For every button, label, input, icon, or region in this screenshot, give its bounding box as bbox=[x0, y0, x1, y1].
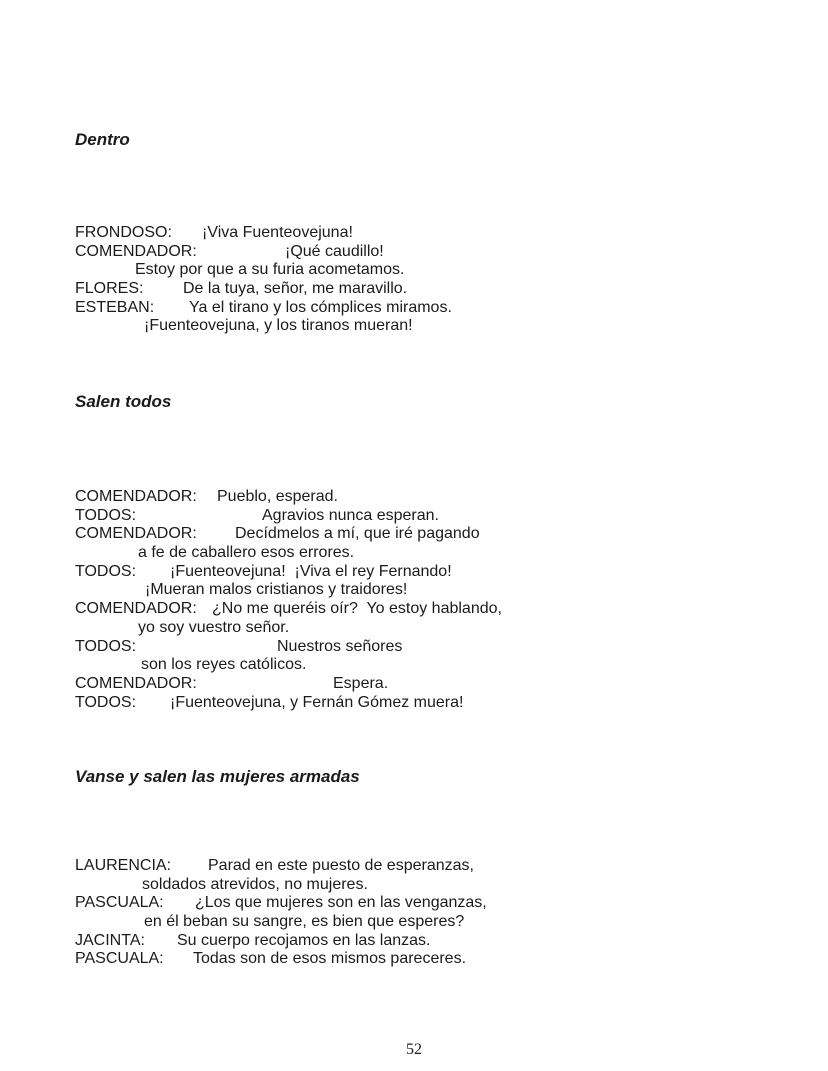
speaker-name: TODOS: bbox=[75, 562, 137, 580]
dialogue-text: en él beban su sangre, es bien que esperes? bbox=[144, 913, 465, 931]
dialogue-line bbox=[0, 950, 828, 969]
dialogue-text: ¿No me queréis oír? Yo estoy hablando, bbox=[212, 600, 502, 618]
page-number: 52 bbox=[406, 1041, 422, 1058]
dialogue-text: Todas son de esos mismos pareceres. bbox=[193, 950, 467, 968]
dialogue-line bbox=[0, 525, 828, 544]
dialogue-block-2 bbox=[0, 488, 828, 712]
dialogue-line bbox=[0, 243, 828, 262]
dialogue-line bbox=[0, 224, 828, 243]
dialogue-text: Espera. bbox=[333, 674, 389, 692]
dialogue-line bbox=[0, 675, 828, 694]
stage-direction-dentro: Dentro bbox=[75, 130, 130, 149]
dialogue-text: Ya el tirano y los cómplices miramos. bbox=[189, 298, 452, 316]
dialogue-text: Su cuerpo recojamos en las lanzas. bbox=[177, 931, 431, 949]
dialogue-line bbox=[0, 694, 828, 713]
dialogue-line bbox=[0, 894, 828, 913]
speaker-name: COMENDADOR: bbox=[75, 242, 197, 260]
dialogue-text: Nuestros señores bbox=[277, 637, 403, 655]
speaker-name: FLORES: bbox=[75, 280, 144, 298]
speaker-name: PASCUALA: bbox=[75, 950, 164, 968]
stage-direction-vanse: Vanse y salen las mujeres armadas bbox=[75, 767, 360, 786]
dialogue-line bbox=[0, 544, 828, 563]
dialogue-line bbox=[0, 932, 828, 951]
dialogue-text: yo soy vuestro señor. bbox=[138, 618, 290, 636]
dialogue-line bbox=[0, 488, 828, 507]
dialogue-line bbox=[0, 299, 828, 318]
dialogue-line bbox=[0, 638, 828, 657]
speaker-name: COMENDADOR: bbox=[75, 488, 197, 505]
dialogue-line bbox=[0, 280, 828, 299]
dialogue-line bbox=[0, 581, 828, 600]
speaker-name: COMENDADOR: bbox=[75, 674, 197, 692]
speaker-name: FRONDOSO: bbox=[75, 224, 172, 241]
dialogue-line bbox=[0, 857, 828, 876]
speaker-name: TODOS: bbox=[75, 693, 137, 711]
dialogue-line bbox=[0, 261, 828, 280]
dialogue-text: son los reyes católicos. bbox=[141, 656, 307, 674]
dialogue-text: ¡Fuenteovejuna, y Fernán Gómez muera! bbox=[170, 693, 464, 711]
dialogue-line bbox=[0, 656, 828, 675]
dialogue-text: Decídmelos a mí, que iré pagando bbox=[235, 525, 480, 543]
dialogue-line bbox=[0, 913, 828, 932]
dialogue-text: soldados atrevidos, no mujeres. bbox=[142, 875, 368, 893]
speaker-name: TODOS: bbox=[75, 637, 137, 655]
dialogue-text: De la tuya, señor, me maravillo. bbox=[183, 280, 408, 298]
speaker-name: COMENDADOR: bbox=[75, 525, 197, 543]
dialogue-text: a fe de caballero esos errores. bbox=[138, 544, 355, 562]
dialogue-block-3 bbox=[0, 857, 828, 969]
speaker-name: ESTEBAN: bbox=[75, 298, 155, 316]
dialogue-block-1 bbox=[0, 224, 828, 336]
dialogue-text: ¡Qué caudillo! bbox=[285, 242, 384, 260]
stage-direction-salen-todos: Salen todos bbox=[75, 392, 172, 411]
dialogue-text: Agravios nunca esperan. bbox=[262, 506, 439, 524]
speaker-name: COMENDADOR: bbox=[75, 600, 197, 618]
speaker-name: JACINTA: bbox=[75, 931, 145, 949]
speaker-name: PASCUALA: bbox=[75, 894, 164, 912]
dialogue-text: Pueblo, esperad. bbox=[217, 488, 338, 505]
dialogue-line bbox=[0, 507, 828, 526]
dialogue-line bbox=[0, 563, 828, 582]
dialogue-text: ¿Los que mujeres son en las venganzas, bbox=[195, 894, 487, 912]
dialogue-text: Estoy por que a su furia acometamos. bbox=[135, 261, 405, 279]
dialogue-line bbox=[0, 600, 828, 619]
dialogue-line bbox=[0, 317, 828, 336]
dialogue-line bbox=[0, 876, 828, 895]
dialogue-text: ¡Viva Fuenteovejuna! bbox=[202, 224, 353, 241]
speaker-name: LAURENCIA: bbox=[75, 857, 172, 874]
speaker-name: TODOS: bbox=[75, 506, 137, 524]
dialogue-text: ¡Mueran malos cristianos y traidores! bbox=[145, 581, 408, 599]
dialogue-text: ¡Fuenteovejuna, y los tiranos mueran! bbox=[144, 317, 413, 335]
dialogue-line bbox=[0, 619, 828, 638]
dialogue-text: ¡Fuenteovejuna! ¡Viva el rey Fernando! bbox=[170, 562, 452, 580]
dialogue-text: Parad en este puesto de esperanzas, bbox=[208, 857, 474, 874]
